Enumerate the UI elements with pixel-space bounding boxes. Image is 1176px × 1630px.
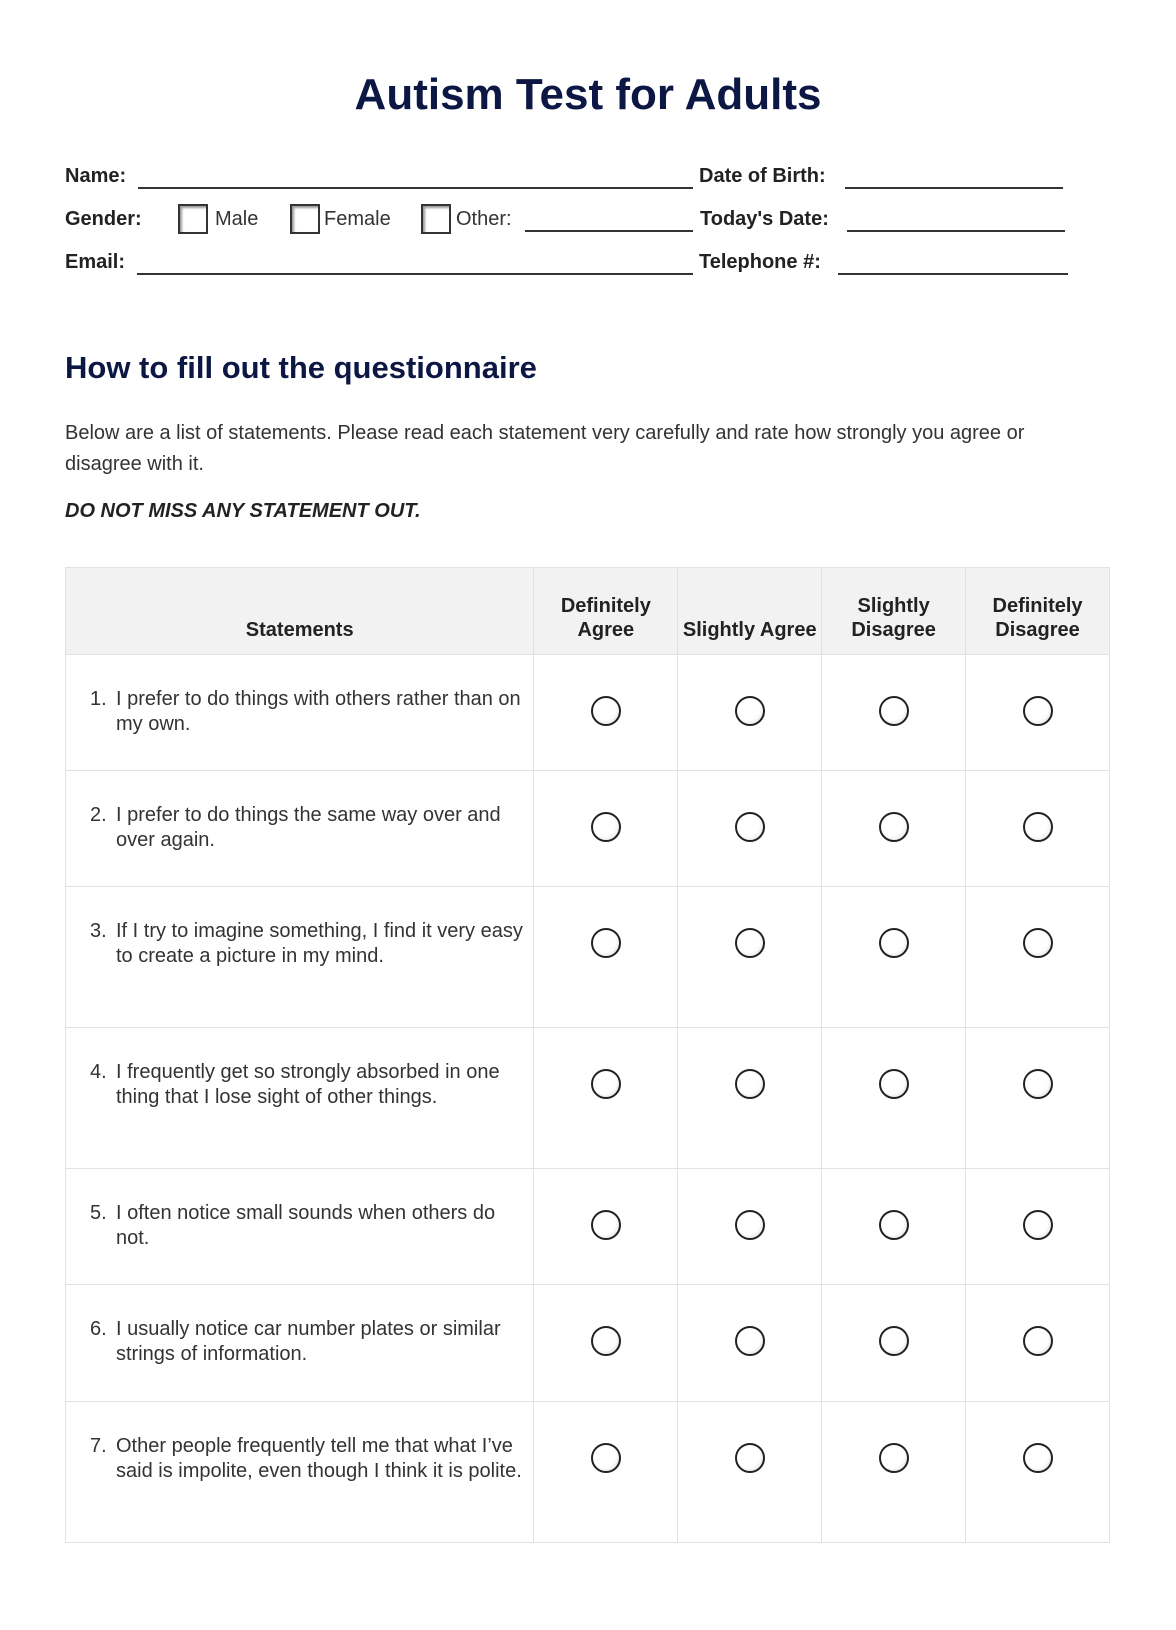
instructions-warning: DO NOT MISS ANY STATEMENT OUT. bbox=[65, 500, 421, 522]
radio-slightly-disagree[interactable] bbox=[879, 812, 909, 842]
female-label: Female bbox=[324, 208, 391, 230]
statement-text: I prefer to do things with others rather than on my own. bbox=[116, 688, 521, 735]
radio-slightly-agree[interactable] bbox=[735, 812, 765, 842]
radio-definitely-agree[interactable] bbox=[591, 1069, 621, 1099]
table-row bbox=[66, 1028, 1110, 1169]
row-email-phone bbox=[65, 251, 1110, 281]
dob-label: Date of Birth: bbox=[699, 165, 826, 187]
radio-definitely-agree[interactable] bbox=[591, 1443, 621, 1473]
header-definitely-disagree: Definitely Disagree bbox=[966, 568, 1110, 655]
statement-text: If I try to imagine something, I find it very easy to create a picture in my mind. bbox=[116, 920, 523, 967]
response-cell-slightly-agree bbox=[678, 1169, 822, 1285]
todays-date-label: Today's Date: bbox=[700, 208, 829, 230]
gender-label: Gender: bbox=[65, 208, 142, 230]
table-row bbox=[66, 1402, 1110, 1543]
statement-number: 7. bbox=[90, 1435, 107, 1457]
email-label: Email: bbox=[65, 251, 126, 273]
radio-definitely-disagree[interactable] bbox=[1023, 812, 1053, 842]
other-checkbox[interactable] bbox=[421, 204, 451, 234]
response-cell-definitely-disagree bbox=[966, 655, 1110, 771]
response-cell-slightly-disagree bbox=[822, 771, 966, 887]
radio-definitely-agree[interactable] bbox=[591, 928, 621, 958]
statement-cell bbox=[66, 1169, 534, 1285]
table-row bbox=[66, 887, 1110, 1028]
response-cell-slightly-disagree bbox=[822, 887, 966, 1028]
radio-definitely-disagree[interactable] bbox=[1023, 1210, 1053, 1240]
radio-definitely-disagree[interactable] bbox=[1023, 1069, 1053, 1099]
radio-definitely-disagree[interactable] bbox=[1023, 1443, 1053, 1473]
name-label: Name: bbox=[65, 165, 127, 187]
response-cell-slightly-agree bbox=[678, 1402, 822, 1543]
table-row bbox=[66, 1285, 1110, 1402]
female-checkbox[interactable] bbox=[290, 204, 320, 234]
table-row bbox=[66, 1169, 1110, 1285]
radio-definitely-agree[interactable] bbox=[591, 696, 621, 726]
telephone-label: Telephone #: bbox=[699, 251, 821, 273]
other-label: Other: bbox=[456, 208, 512, 230]
row-gender-date bbox=[65, 208, 1110, 238]
statement-text: Other people frequently tell me that what I’ve said is impolite, even though I think it is polite. bbox=[116, 1435, 522, 1482]
response-cell-definitely-agree bbox=[534, 1285, 678, 1402]
statement-number: 5. bbox=[90, 1202, 107, 1224]
radio-slightly-agree[interactable] bbox=[735, 1210, 765, 1240]
response-cell-slightly-agree bbox=[678, 771, 822, 887]
instructions-text: Below are a list of statements. Please read each statement very carefully and rate how strongly you agree or disagree with it. bbox=[65, 422, 1025, 475]
instructions-heading: How to fill out the questionnaire bbox=[65, 350, 537, 385]
name-field[interactable] bbox=[138, 165, 693, 189]
header-slightly-disagree: Slightly Disagree bbox=[822, 568, 966, 655]
radio-definitely-agree[interactable] bbox=[591, 1210, 621, 1240]
dob-field[interactable] bbox=[845, 165, 1063, 189]
response-cell-definitely-agree bbox=[534, 655, 678, 771]
response-cell-slightly-disagree bbox=[822, 1169, 966, 1285]
statement-number: 1. bbox=[90, 688, 107, 710]
header-definitely-agree: Definitely Agree bbox=[534, 568, 678, 655]
male-checkbox[interactable] bbox=[178, 204, 208, 234]
radio-slightly-disagree[interactable] bbox=[879, 928, 909, 958]
table-row bbox=[66, 655, 1110, 771]
response-cell-definitely-disagree bbox=[966, 887, 1110, 1028]
radio-definitely-disagree[interactable] bbox=[1023, 928, 1053, 958]
table-row bbox=[66, 771, 1110, 887]
email-field[interactable] bbox=[137, 251, 693, 275]
radio-slightly-agree[interactable] bbox=[735, 1069, 765, 1099]
statement-text: I frequently get so strongly absorbed in one thing that I lose sight of other things. bbox=[116, 1061, 500, 1108]
radio-slightly-agree[interactable] bbox=[735, 1326, 765, 1356]
response-cell-definitely-agree bbox=[534, 771, 678, 887]
header-statements: Statements bbox=[66, 568, 534, 655]
response-cell-definitely-agree bbox=[534, 1028, 678, 1169]
response-cell-slightly-agree bbox=[678, 1028, 822, 1169]
radio-slightly-agree[interactable] bbox=[735, 1443, 765, 1473]
response-cell-slightly-agree bbox=[678, 655, 822, 771]
statement-cell bbox=[66, 771, 534, 887]
response-cell-definitely-disagree bbox=[966, 1028, 1110, 1169]
response-cell-definitely-disagree bbox=[966, 1169, 1110, 1285]
questionnaire-table bbox=[65, 567, 1110, 1543]
response-cell-definitely-disagree bbox=[966, 1285, 1110, 1402]
male-label: Male bbox=[215, 208, 259, 230]
statement-text: I prefer to do things the same way over and over again. bbox=[116, 804, 501, 851]
response-cell-definitely-agree bbox=[534, 1402, 678, 1543]
radio-definitely-disagree[interactable] bbox=[1023, 1326, 1053, 1356]
response-cell-slightly-agree bbox=[678, 887, 822, 1028]
statement-cell bbox=[66, 655, 534, 771]
header-slightly-agree: Slightly Agree bbox=[678, 568, 822, 655]
telephone-field[interactable] bbox=[838, 251, 1068, 275]
statement-number: 4. bbox=[90, 1061, 107, 1083]
statement-cell bbox=[66, 1285, 534, 1402]
radio-slightly-agree[interactable] bbox=[735, 696, 765, 726]
table-header-row bbox=[66, 568, 1110, 655]
response-cell-slightly-disagree bbox=[822, 655, 966, 771]
response-cell-definitely-agree bbox=[534, 1169, 678, 1285]
statement-cell bbox=[66, 1402, 534, 1543]
radio-definitely-agree[interactable] bbox=[591, 812, 621, 842]
statement-number: 6. bbox=[90, 1318, 107, 1340]
page-title: Autism Test for Adults bbox=[354, 70, 822, 119]
statement-text: I usually notice car number plates or similar strings of information. bbox=[116, 1318, 501, 1365]
radio-slightly-disagree[interactable] bbox=[879, 1210, 909, 1240]
radio-definitely-agree[interactable] bbox=[591, 1326, 621, 1356]
radio-definitely-disagree[interactable] bbox=[1023, 696, 1053, 726]
statement-text: I often notice small sounds when others do not. bbox=[116, 1202, 496, 1249]
response-cell-slightly-disagree bbox=[822, 1028, 966, 1169]
todays-date-field[interactable] bbox=[847, 208, 1065, 232]
radio-slightly-disagree[interactable] bbox=[879, 1443, 909, 1473]
statement-cell bbox=[66, 1028, 534, 1169]
radio-slightly-disagree[interactable] bbox=[879, 1069, 909, 1099]
other-field[interactable] bbox=[525, 208, 693, 232]
radio-slightly-disagree[interactable] bbox=[879, 1326, 909, 1356]
response-cell-slightly-disagree bbox=[822, 1285, 966, 1402]
response-cell-slightly-agree bbox=[678, 1285, 822, 1402]
response-cell-definitely-agree bbox=[534, 887, 678, 1028]
statement-number: 3. bbox=[90, 920, 107, 942]
row-name-dob bbox=[65, 165, 1110, 195]
response-cell-definitely-disagree bbox=[966, 771, 1110, 887]
response-cell-slightly-disagree bbox=[822, 1402, 966, 1543]
radio-slightly-agree[interactable] bbox=[735, 928, 765, 958]
statement-number: 2. bbox=[90, 804, 107, 826]
statement-cell bbox=[66, 887, 534, 1028]
response-cell-definitely-disagree bbox=[966, 1402, 1110, 1543]
radio-slightly-disagree[interactable] bbox=[879, 696, 909, 726]
